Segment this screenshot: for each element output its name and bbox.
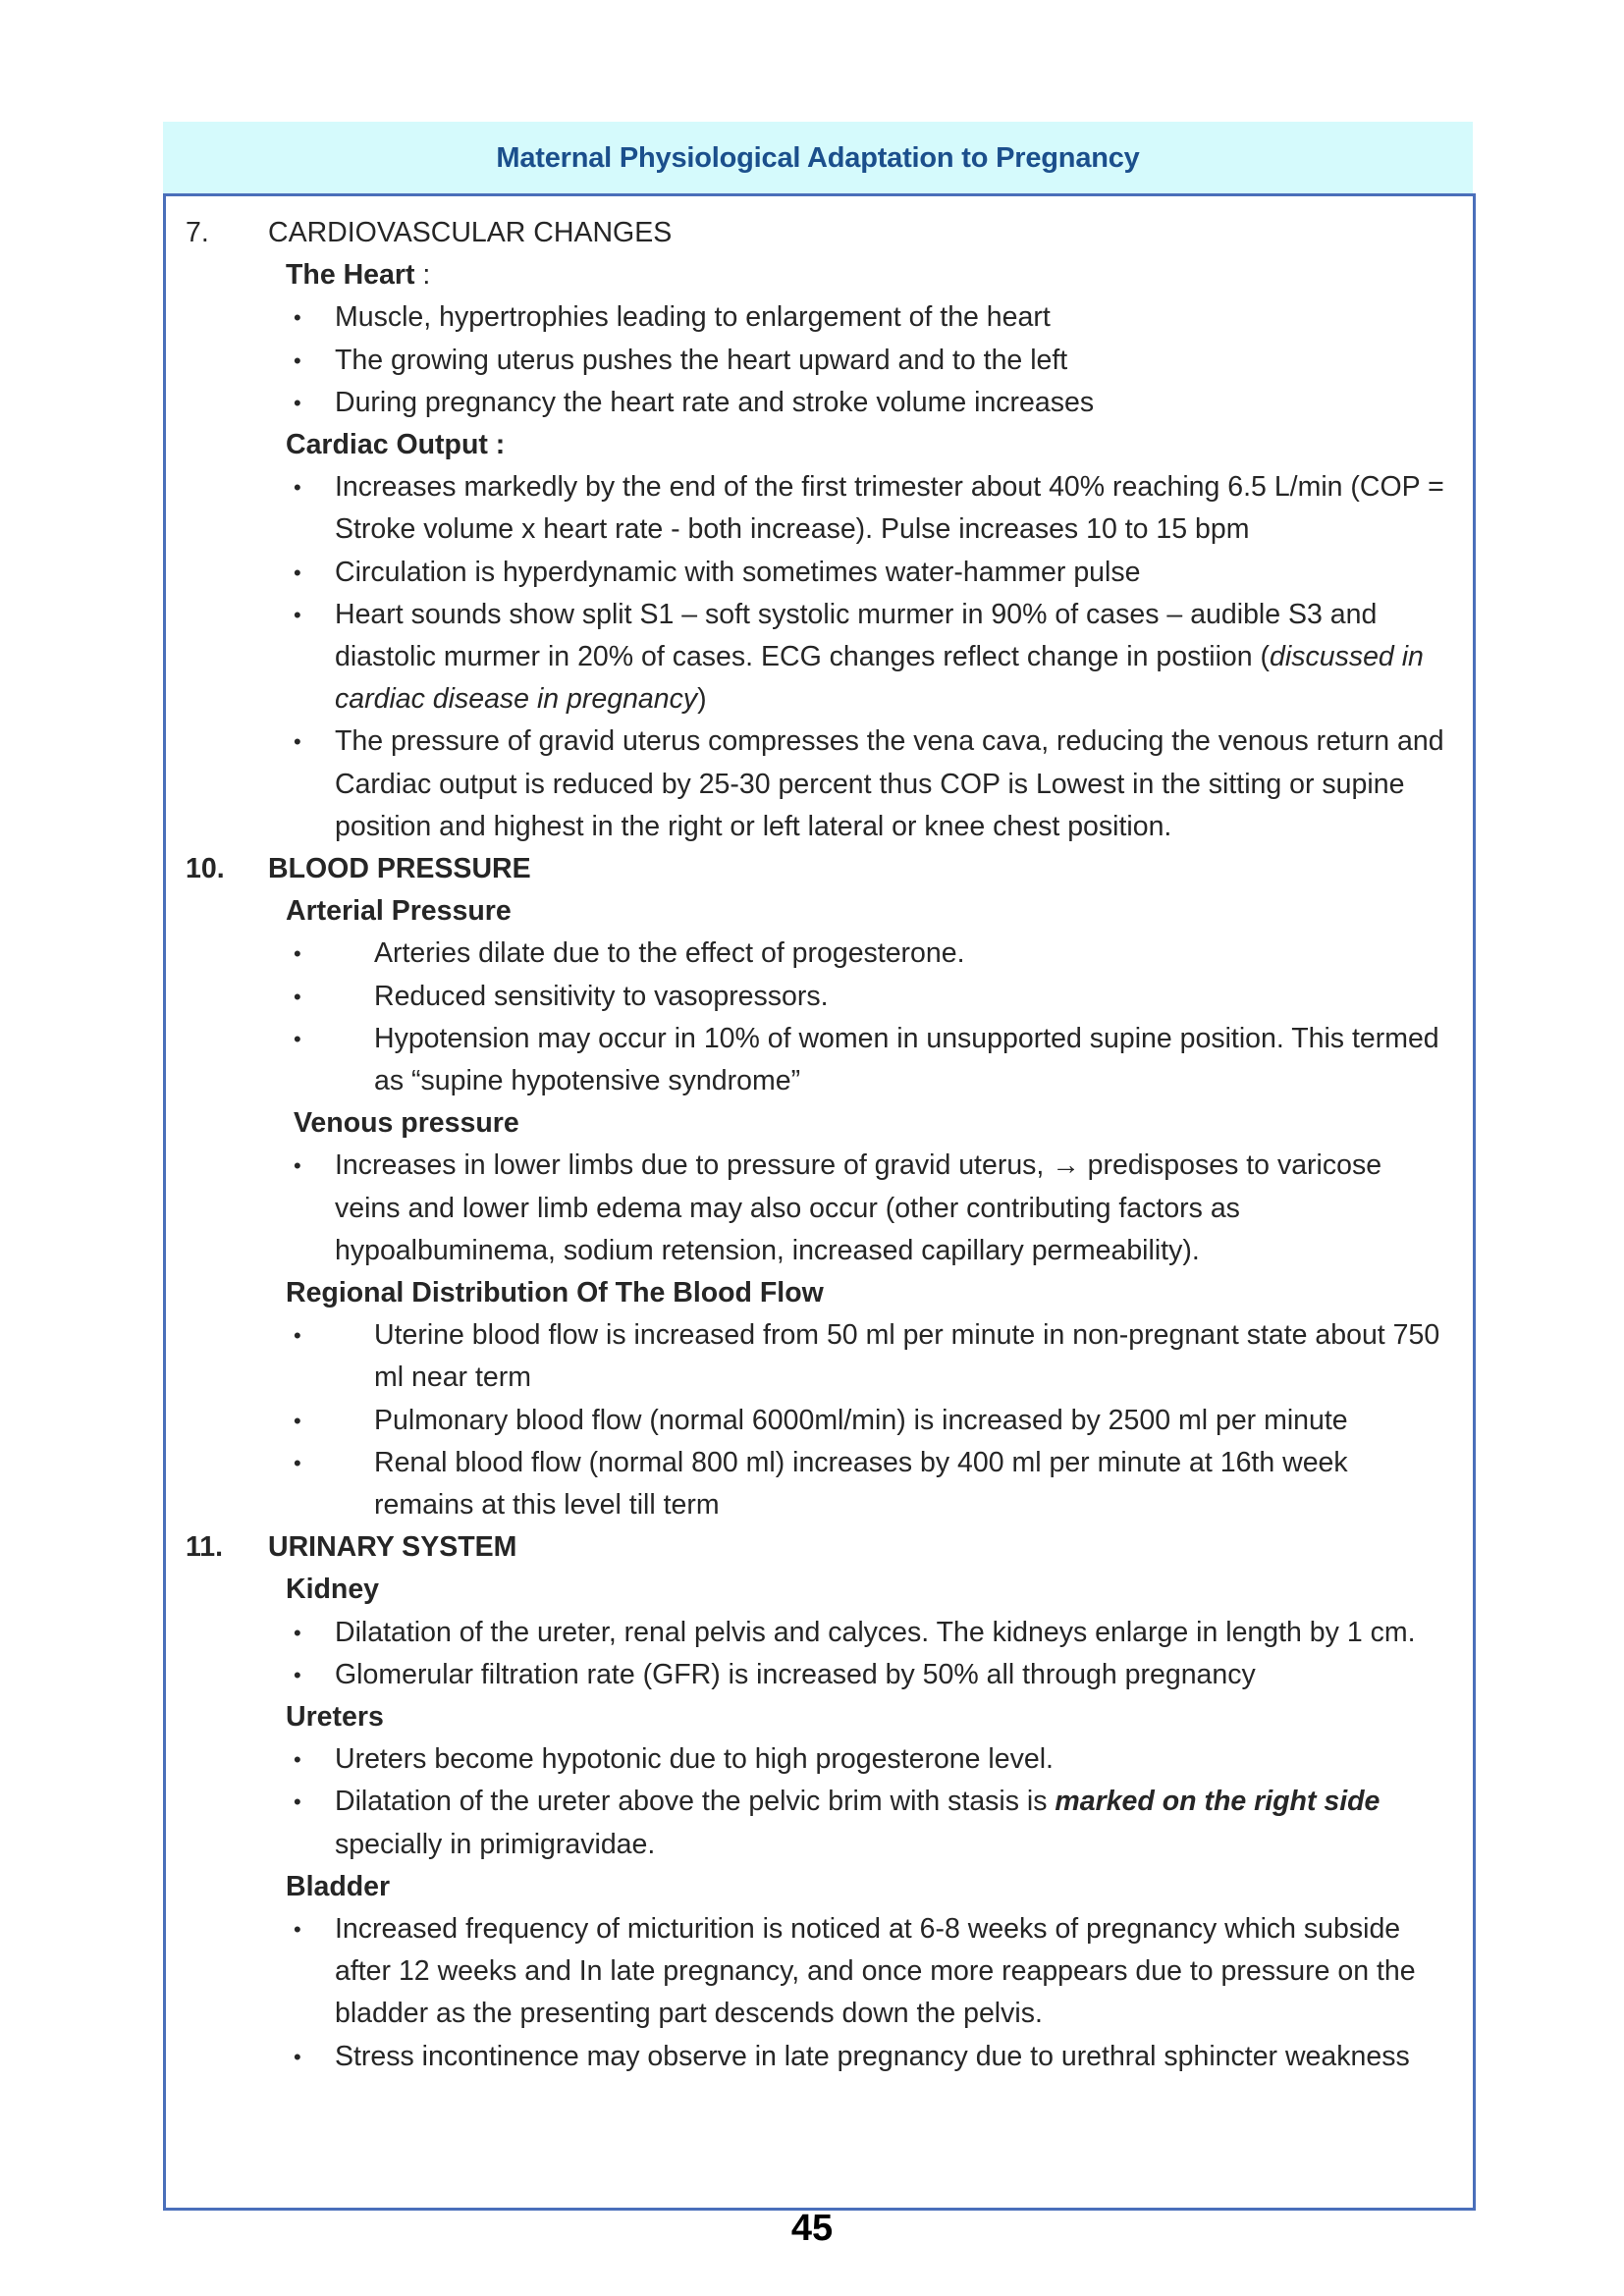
bullet-icon: • (294, 984, 301, 1009)
bullet-icon: • (294, 1323, 301, 1349)
subheading-arterial-pressure: Arterial Pressure (286, 895, 512, 928)
bullet-list-arterial-pressure (166, 933, 1473, 1102)
list-item (166, 933, 1473, 975)
section-number: 7. (186, 217, 209, 248)
list-item (166, 594, 1473, 721)
page-title: Maternal Physiological Adaptation to Pregnancy (496, 141, 1140, 174)
list-item-text: Dilatation of the ureter above the pelvic brim with stasis is (335, 1786, 1056, 1818)
subheading-the-heart (166, 254, 1473, 296)
list-item (166, 721, 1473, 848)
list-item-text: Ureters become hypotonic due to high progesterone level. (335, 1743, 1054, 1776)
bullet-list-regional-distribution (166, 1314, 1473, 1526)
bullet-icon: • (294, 560, 301, 585)
bullet-list-bladder (166, 1908, 1473, 2078)
section-number: 10. (186, 853, 225, 884)
section-heading-cardiovascular (166, 212, 1473, 254)
page-header-band (163, 122, 1473, 194)
bullet-icon: • (294, 347, 301, 373)
bullet-icon: • (294, 1408, 301, 1433)
list-item-text: Increases in lower limbs due to pressure of gravid uterus, → predisposes to varicose veins and lower limb edema may also occur (other contributing factors as hypoalbuminema, sodium retension, increased capillary permeability). (335, 1149, 1382, 1266)
subheading-kidney: Kidney (286, 1574, 380, 1606)
list-item-text: Circulation is hyperdynamic with sometimes water-hammer pulse (335, 556, 1141, 588)
subheading-ureters: Ureters (286, 1700, 384, 1733)
section-heading-blood-pressure (166, 848, 1473, 890)
bullet-list-the-heart (166, 296, 1473, 424)
list-item (166, 1400, 1473, 1442)
bullet-icon: • (294, 475, 301, 501)
bullet-icon: • (294, 1153, 301, 1179)
list-item-text: Uterine blood flow is increased from 50 ml per minute in non-pregnant state about 750 ml near term (374, 1319, 1440, 1394)
bullet-list-cardiac-output (166, 466, 1473, 848)
page-number: 45 (790, 2208, 834, 2249)
section-number: 11. (186, 1531, 224, 1564)
list-item-text: Glomerular filtration rate (GFR) is increased by 50% all through pregnancy (335, 1658, 1256, 1690)
list-item-text: Increased frequency of micturition is noticed at 6-8 weeks of pregnancy which subside after 12 weeks and In late pregnancy, and once more reappears due to pressure on the bladder as the presenting part descends down the pelvis. (335, 1912, 1416, 2030)
bullet-icon: • (294, 729, 301, 755)
list-item-text: Dilatation of the ureter, renal pelvis and calyces. The kidneys enlarge in length by 1 cm. (335, 1616, 1416, 1648)
list-item-text: The growing uterus pushes the heart upward and to the left (335, 344, 1068, 376)
list-item-text: Muscle, hypertrophies leading to enlargement of the heart (335, 301, 1051, 334)
section-title: URINARY SYSTEM (268, 1531, 517, 1564)
bullet-icon: • (294, 1026, 301, 1051)
section-title: BLOOD PRESSURE (268, 853, 531, 884)
bullet-icon: • (294, 1450, 301, 1475)
bullet-icon: • (294, 305, 301, 331)
list-item-text: During pregnancy the heart rate and stroke volume increases (335, 386, 1095, 418)
list-item-text: Arteries dilate due to the effect of progesterone. (374, 937, 965, 970)
subheading-regional-distribution: Regional Distribution Of The Blood Flow (286, 1276, 824, 1308)
subheading-text: The Heart (286, 259, 415, 292)
bullet-icon: • (294, 602, 301, 627)
subheading-cardiac-output: Cardiac Output : (286, 428, 506, 460)
document-content (166, 212, 1473, 2078)
list-item (166, 1908, 1473, 2036)
subheading-bladder: Bladder (286, 1870, 391, 1902)
section-heading-urinary-system (166, 1526, 1473, 1569)
bullet-list-kidney (166, 1612, 1473, 1696)
list-item (166, 340, 1473, 382)
list-item-text: The pressure of gravid uterus compresses the vena cava, reducing the venous return and Cardiac output is reduced by 25-30 percent thus COP is Lowest in the sitting or supine position and highest in the right or left lateral or knee chest position. (335, 725, 1444, 842)
bullet-list-venous-pressure (166, 1145, 1473, 1272)
list-item-text: Hypotension may occur in 10% of women in unsupported supine position. This termed as “supine hypotensive syndrome” (374, 1022, 1439, 1096)
italic-reference: discussed in cardiac disease in pregnancy (335, 640, 1424, 716)
list-item (166, 466, 1473, 551)
bullet-icon: • (294, 941, 301, 967)
list-item-text: Heart sounds show split S1 – soft systolic murmer in 90% of cases – audible S3 and diastolic murmer in 20% of cases. ECG changes reflect change in postiion ( (335, 598, 1378, 672)
list-item-text: Stress incontinence may observe in late pregnancy due to urethral sphincter weakness (335, 2040, 1410, 2072)
list-item (166, 1314, 1473, 1399)
list-item (166, 976, 1473, 1018)
list-item (166, 1781, 1473, 1865)
bullet-icon: • (294, 1620, 301, 1645)
subheading-venous-pressure: Venous pressure (294, 1107, 519, 1140)
bullet-icon: • (294, 2044, 301, 2069)
list-item-text: Pulmonary blood flow (normal 6000ml/min) is increased by 2500 ml per minute (374, 1404, 1348, 1436)
bullet-icon: • (294, 1916, 301, 1942)
emphasis-text: marked on the right side (1055, 1786, 1380, 1818)
section-title: CARDIOVASCULAR CHANGES (268, 217, 673, 248)
content-box (163, 193, 1476, 2211)
bullet-icon: • (294, 1789, 301, 1815)
list-item (166, 1145, 1473, 1272)
bullet-list-ureters (166, 1738, 1473, 1866)
list-item (166, 1612, 1473, 1654)
bullet-icon: • (294, 1662, 301, 1687)
list-item-text: Increases markedly by the end of the first trimester about 40% reaching 6.5 L/min (COP = Stroke volume x heart rate - both increase). Pulse increases 10 to 15 bpm (335, 471, 1444, 546)
list-item-text-after: ) (697, 683, 707, 716)
list-item (166, 552, 1473, 594)
list-item (166, 1442, 1473, 1526)
list-item (166, 1654, 1473, 1696)
list-item (166, 382, 1473, 424)
subheading-suffix: : (414, 259, 431, 292)
list-item-text: Reduced sensitivity to vasopressors. (374, 980, 829, 1012)
bullet-icon: • (294, 390, 301, 415)
list-item (166, 1738, 1473, 1781)
bullet-icon: • (294, 1747, 301, 1773)
list-item-text-after: specially in primigravidae. (335, 1828, 656, 1860)
list-item (166, 2036, 1473, 2078)
list-item (166, 296, 1473, 339)
list-item-text: Renal blood flow (normal 800 ml) increases by 400 ml per minute at 16th week remains at this level till term (374, 1446, 1348, 1521)
list-item (166, 1018, 1473, 1102)
